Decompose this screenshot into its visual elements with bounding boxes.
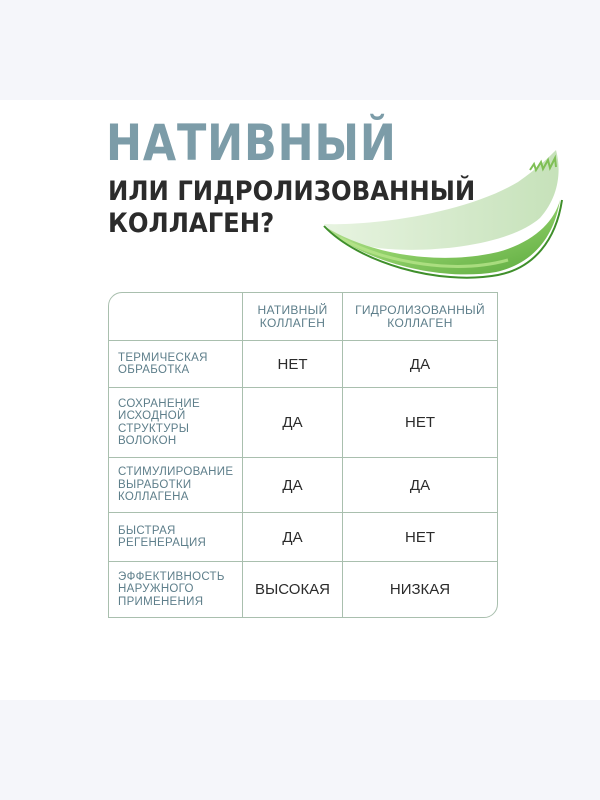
- subtitle-line-1: ИЛИ ГИДРОЛИЗОВАННЫЙ: [108, 176, 476, 207]
- row-label-line: ИСХОДНОЙ: [118, 410, 186, 422]
- value-hydrolyzed: ДА: [343, 341, 497, 388]
- value-native: ВЫСОКАЯ: [243, 562, 343, 617]
- row-label-collagen-stimulation: [109, 458, 243, 513]
- row-label-line: БЫСТРАЯ: [118, 524, 176, 537]
- row-label-line: ЭФФЕКТИВНОСТЬ: [118, 570, 225, 583]
- row-label-line: СОХРАНЕНИЕ: [118, 397, 200, 410]
- value-native: ДА: [243, 388, 343, 458]
- row-label-fiber-structure: [109, 388, 243, 458]
- row-label-line: ПРИМЕНЕНИЯ: [118, 595, 204, 608]
- subtitle-line-2: КОЛЛАГЕН?: [108, 208, 275, 239]
- row-label-fast-regeneration: [109, 513, 243, 562]
- value-native: НЕТ: [243, 341, 343, 388]
- row-label-line: СТРУКТУРЫ: [118, 422, 190, 435]
- row-label-line: КОЛЛАГЕНА: [118, 491, 189, 504]
- row-label-line: РЕГЕНЕРАЦИЯ: [118, 537, 207, 549]
- row-label-line: ВОЛОКОН: [118, 435, 177, 447]
- table-corner-cell: [109, 293, 243, 341]
- value-hydrolyzed: ДА: [343, 458, 497, 513]
- row-label-external-efficiency: [109, 562, 243, 617]
- value-hydrolyzed: НИЗКАЯ: [389, 581, 451, 598]
- value-native: ДА: [243, 513, 343, 562]
- aloe-vera-image: [318, 142, 568, 302]
- row-label-line: СТИМУЛИРОВАНИЕ: [118, 466, 234, 479]
- row-label-line: ОБРАБОТКА: [118, 364, 190, 376]
- row-label-line: НАРУЖНОГО: [118, 583, 194, 596]
- page-title: НАТИВНЫЙ: [106, 114, 397, 172]
- column-header-hydrolyzed: [343, 293, 497, 341]
- column-header-hydrolyzed-line: КОЛЛАГЕН: [387, 315, 453, 330]
- value-hydrolyzed: НЕТ: [343, 388, 497, 458]
- value-hydrolyzed: НЕТ: [343, 513, 497, 562]
- column-header-native-line: НАТИВНЫЙ: [257, 302, 328, 317]
- column-header-native-line: КОЛЛАГЕН: [259, 315, 326, 330]
- row-label-thermal-processing: [109, 341, 243, 388]
- value-native: ДА: [243, 458, 343, 513]
- comparison-table: [108, 292, 498, 618]
- row-label-line: ВЫРАБОТКИ: [118, 478, 192, 491]
- row-label-line: ТЕРМИЧЕСКАЯ: [118, 351, 208, 364]
- column-header-hydrolyzed-line: ГИДРОЛИЗОВАННЫЙ: [355, 302, 485, 317]
- comparison-grid: [109, 293, 497, 617]
- column-header-native: [243, 293, 343, 341]
